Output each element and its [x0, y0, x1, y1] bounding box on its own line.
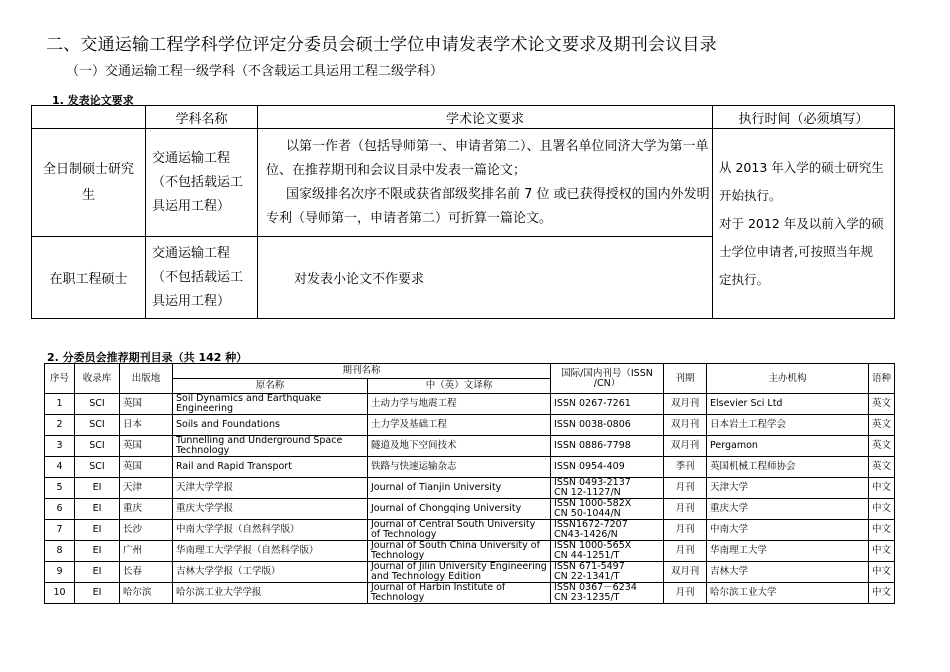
cell-sponsor: 华南理工大学: [707, 541, 869, 562]
cell-translated: 隧道及地下空间技术: [368, 436, 551, 457]
cell-issn: ISSN 1000-582X CN 50-1044/N: [551, 499, 664, 520]
cell-index: SCI: [75, 415, 120, 436]
cell-language: 中文: [869, 499, 895, 520]
cell-no: 4: [45, 457, 75, 478]
cell-sponsor: Elsevier Sci Ltd: [707, 394, 869, 415]
cell-translated: 土力学及基础工程: [368, 415, 551, 436]
cell-original: 哈尔滨工业大学学报: [173, 583, 368, 604]
cell-period: 双月刊: [664, 415, 707, 436]
cell-language: 中文: [869, 583, 895, 604]
cell-translated: Journal of Harbin Institute of Technology: [368, 583, 551, 604]
cell-place: 天津: [120, 478, 173, 499]
execution-line: 开始执行。: [719, 187, 782, 203]
cell-issn: ISSN1672-7207 CN43-1426/N: [551, 520, 664, 541]
cell-place: 英国: [120, 394, 173, 415]
cell-no: 2: [45, 415, 75, 436]
requirements-table: [31, 105, 895, 319]
cell-translated: Journal of Chongqing University: [368, 499, 551, 520]
execution-line: 从 2013 年入学的硕士研究生: [719, 159, 884, 175]
subject-line: 具运用工程）: [152, 293, 231, 309]
cell-place: 长沙: [120, 520, 173, 541]
page-heading: 二、交通运输工程学科学位评定分委员会硕士学位申请发表学术论文要求及期刊会议目录: [46, 35, 717, 55]
table-row: [45, 520, 895, 541]
requirement-paragraph-2: 国家级排名次序不限或获省部级奖排名前 7 位 或已获得授权的国内外发明专利（导师第一，申请者第二）可折算一篇论文。: [266, 186, 710, 226]
table-row: [45, 499, 895, 520]
header-journal-name: 期刊名称: [173, 364, 551, 379]
header-sponsor: 主办机构: [707, 364, 869, 394]
cell-place: 日本: [120, 415, 173, 436]
cell-index: SCI: [75, 436, 120, 457]
cell-period: 双月刊: [664, 436, 707, 457]
cell-sponsor: 天津大学: [707, 478, 869, 499]
cell-sponsor: 吉林大学: [707, 562, 869, 583]
cell-period: 季刊: [664, 457, 707, 478]
header-requirement: 学术论文要求: [258, 106, 713, 129]
header-language: 语种: [869, 364, 895, 394]
cell-sponsor: Pergamon: [707, 436, 869, 457]
cell-sponsor: 英国机械工程师协会: [707, 457, 869, 478]
cell-language: 中文: [869, 562, 895, 583]
header-original-name: 原名称: [173, 379, 368, 394]
execution-line: 士学位申请者,可按照当年规: [719, 243, 873, 259]
journal-table-body: [45, 394, 895, 604]
cell-original: 天津大学学报: [173, 478, 368, 499]
cell-language: 英文: [869, 457, 895, 478]
cell-index: EI: [75, 499, 120, 520]
header-issn: 国际/国内刊号（ISSN /CN）: [551, 364, 664, 394]
cell-period: 月刊: [664, 583, 707, 604]
cell-language: 英文: [869, 436, 895, 457]
cell-place: 广州: [120, 541, 173, 562]
cell-original: Tunnelling and Underground Space Technology: [173, 436, 368, 457]
cell-language: 英文: [869, 394, 895, 415]
cell-place: 英国: [120, 436, 173, 457]
cell-place: 长春: [120, 562, 173, 583]
cell-no: 1: [45, 394, 75, 415]
cell-index: EI: [75, 562, 120, 583]
subject-parttime: [146, 237, 258, 319]
cell-sponsor: 日本岩土工程学会: [707, 415, 869, 436]
header-empty-cell: [32, 106, 146, 129]
header-translated-name: 中（英）文译称: [368, 379, 551, 394]
cell-issn: ISSN 0954-409: [551, 457, 664, 478]
cell-sponsor: 哈尔滨工业大学: [707, 583, 869, 604]
cell-language: 中文: [869, 478, 895, 499]
table-row: [45, 436, 895, 457]
cell-language: 中文: [869, 541, 895, 562]
cell-original: Soil Dynamics and Earthquake Engineering: [173, 394, 368, 415]
cell-translated: Journal of Central South University of Technology: [368, 520, 551, 541]
cell-issn: ISSN 0367－6234 CN 23-1235/T: [551, 583, 664, 604]
cell-no: 7: [45, 520, 75, 541]
header-no: 序号: [45, 364, 75, 394]
cell-no: 5: [45, 478, 75, 499]
cell-issn: ISSN 0493-2137 CN 12-1127/N: [551, 478, 664, 499]
cell-no: 10: [45, 583, 75, 604]
header-execution-time: 执行时间（必须填写）: [713, 106, 895, 129]
cell-period: 双月刊: [664, 562, 707, 583]
requirements-header-row: [32, 106, 895, 129]
cell-index: EI: [75, 478, 120, 499]
subject-line: （不包括载运工: [152, 269, 244, 285]
category-parttime: 在职工程硕士: [32, 237, 146, 319]
cell-original: 中南大学学报（自然科学版）: [173, 520, 368, 541]
requirement-fulltime: [258, 129, 713, 237]
cell-language: 中文: [869, 520, 895, 541]
cell-place: 英国: [120, 457, 173, 478]
cell-issn: ISSN 0038-0806: [551, 415, 664, 436]
cell-no: 8: [45, 541, 75, 562]
cell-issn: ISSN 0886-7798: [551, 436, 664, 457]
table-row: [45, 478, 895, 499]
cell-issn: ISSN 0267-7261: [551, 394, 664, 415]
table-row: [45, 394, 895, 415]
requirement-paragraph-1: 以第一作者（包括导师第一、申请者第二）、且署名单位同济大学为第一单位、在推荐期刊和会议目录中发表一篇论文；: [266, 138, 709, 178]
cell-translated: Journal of Tianjin University: [368, 478, 551, 499]
execution-time-cell: [713, 129, 895, 319]
cell-index: SCI: [75, 394, 120, 415]
header-subject: 学科名称: [146, 106, 258, 129]
cell-place: 哈尔滨: [120, 583, 173, 604]
cell-period: 月刊: [664, 520, 707, 541]
table-row: [45, 457, 895, 478]
header-index: 收录库: [75, 364, 120, 394]
subject-line: 具运用工程）: [152, 198, 231, 214]
subject-fulltime: [146, 129, 258, 237]
table-row: [45, 583, 895, 604]
section-2-title: 2. 分委员会推荐期刊目录（共 142 种）: [47, 351, 248, 364]
subject-line: 交通运输工程: [152, 150, 231, 166]
cell-original: Rail and Rapid Transport: [173, 457, 368, 478]
requirement-parttime: 对发表小论文不作要求: [258, 237, 713, 319]
cell-issn: ISSN 671-5497 CN 22-1341/T: [551, 562, 664, 583]
cell-no: 6: [45, 499, 75, 520]
cell-no: 9: [45, 562, 75, 583]
cell-language: 英文: [869, 415, 895, 436]
cell-index: EI: [75, 583, 120, 604]
requirements-row-fulltime: [32, 129, 895, 237]
table-row: [45, 562, 895, 583]
category-fulltime: 全日制硕士研究生: [32, 129, 146, 237]
cell-translated: Journal of South China University of Technology: [368, 541, 551, 562]
execution-line: 定执行。: [719, 271, 770, 287]
sub-heading: （一）交通运输工程一级学科（不含载运工具运用工程二级学科）: [66, 64, 444, 79]
table-row: [45, 415, 895, 436]
cell-place: 重庆: [120, 499, 173, 520]
cell-translated: 铁路与快速运输杂志: [368, 457, 551, 478]
cell-translated: Journal of Jilin University Engineering and Technology Edition: [368, 562, 551, 583]
subject-line: （不包括载运工: [152, 174, 244, 190]
cell-index: EI: [75, 520, 120, 541]
cell-index: EI: [75, 541, 120, 562]
journal-header-row-1: [45, 364, 895, 379]
cell-sponsor: 重庆大学: [707, 499, 869, 520]
execution-line: 对于 2012 年及以前入学的硕: [719, 215, 884, 231]
cell-period: 月刊: [664, 478, 707, 499]
cell-translated: 土动力学与地震工程: [368, 394, 551, 415]
cell-period: 月刊: [664, 499, 707, 520]
cell-index: SCI: [75, 457, 120, 478]
section-1-title: 1. 发表论文要求: [52, 94, 134, 107]
subject-line: 交通运输工程: [152, 245, 231, 261]
header-place: 出版地: [120, 364, 173, 394]
cell-original: 重庆大学学报: [173, 499, 368, 520]
cell-original: Soils and Foundations: [173, 415, 368, 436]
journal-table: [44, 363, 895, 604]
cell-period: 月刊: [664, 541, 707, 562]
header-period: 刊期: [664, 364, 707, 394]
cell-issn: ISSN 1000-565X CN 44-1251/T: [551, 541, 664, 562]
table-row: [45, 541, 895, 562]
cell-original: 华南理工大学学报（自然科学版）: [173, 541, 368, 562]
cell-period: 双月刊: [664, 394, 707, 415]
cell-sponsor: 中南大学: [707, 520, 869, 541]
cell-no: 3: [45, 436, 75, 457]
cell-original: 吉林大学学报（工学版）: [173, 562, 368, 583]
